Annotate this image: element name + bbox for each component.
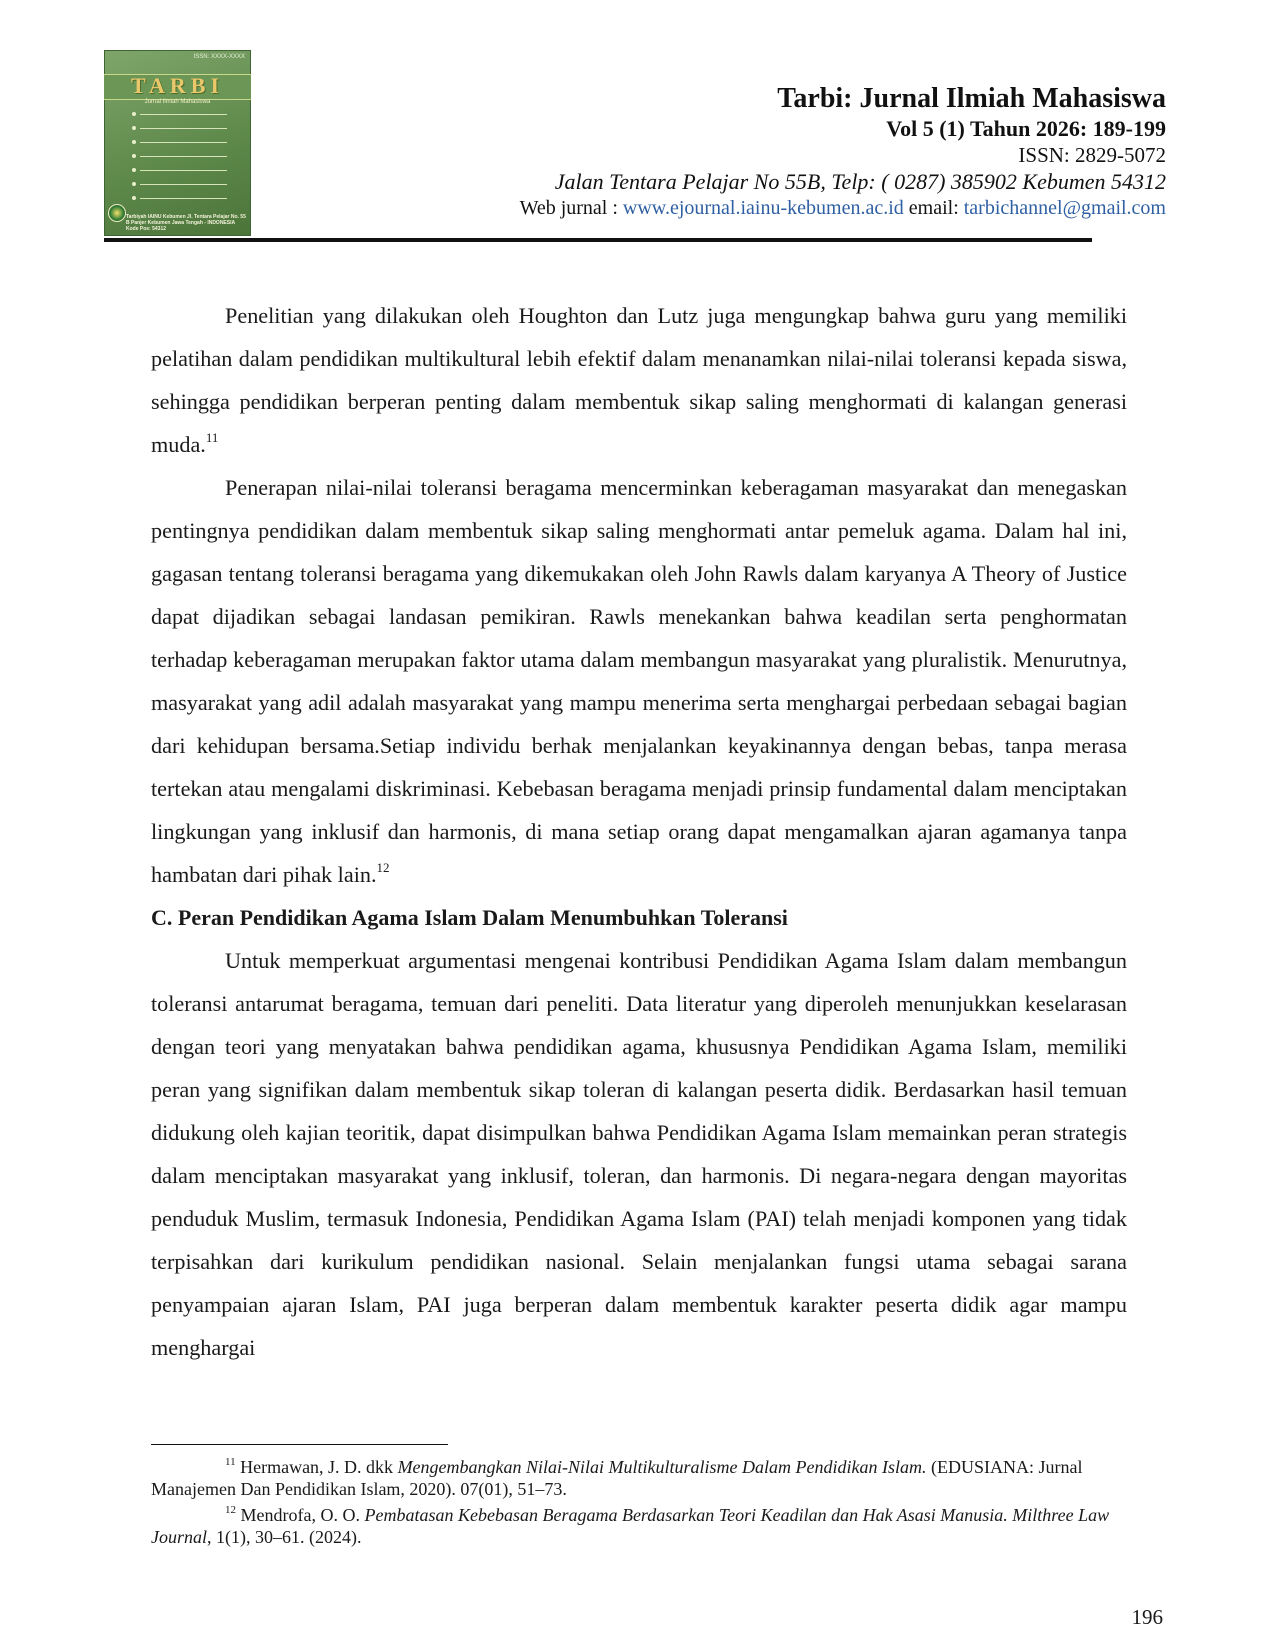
journal-issn: ISSN: 2829-5072 (1018, 143, 1166, 167)
journal-email-link[interactable]: tarbichannel@gmail.com (963, 197, 1166, 219)
page-number: 196 (1131, 1605, 1163, 1629)
cover-address: Tarbiyah IAINU Kebumen Jl. Tentara Pelajar No. 55 B Panjer Kebumen Jawa Tengah - INDONESIA Kode Pos: 54312 (126, 214, 246, 232)
footnote-number: 12 (225, 1504, 236, 1516)
section-heading: C. Peran Pendidikan Agama Islam Dalam Menumbuhkan Toleransi (151, 905, 788, 930)
footnote (151, 1500, 1127, 1548)
footnote-title: Pembatasan Kebebasan Beragama Berdasarkan Teori Keadilan dan Hak Asasi Manusia. Milthree Law Journal (151, 1505, 1110, 1547)
cover-title: TARBI (130, 73, 225, 98)
journal-cover-image (104, 50, 251, 236)
cover-subtitle: Jurnal Ilmiah Mahasiswa (144, 99, 211, 105)
journal-title: Tarbi: Jurnal Ilmiah Mahasiswa (777, 83, 1166, 114)
footnote-author: Hermawan, J. D. dkk (235, 1457, 398, 1477)
footnote-ref[interactable]: 12 (376, 859, 390, 875)
footnote (151, 1452, 1127, 1500)
paragraph (151, 939, 1127, 1369)
footnote-ref[interactable]: 11 (205, 429, 219, 445)
footnotes (151, 1452, 1127, 1548)
paragraph (151, 294, 1127, 466)
journal-web-line (520, 197, 1166, 220)
institution-logo-icon (108, 204, 126, 222)
paragraph (151, 466, 1127, 896)
footnote-divider (151, 1444, 448, 1445)
footnote-source: (EDUSIANA: Jurnal Manajemen Dan Pendidikan Islam, 2020). 07(01), 51–73. (151, 1457, 1083, 1499)
web-label: Web jurnal : (519, 197, 623, 219)
cover-contents-lines (132, 114, 227, 212)
footnote-source: , 1(1), 30–61. (2024). (207, 1527, 362, 1547)
paragraph-text: Untuk memperkuat argumentasi mengenai kontribusi Pendidikan Agama Islam dalam membangun toleransi antarumat beragama, temuan dari peneliti. Data literatur yang diperoleh menunjukkan keselarasan dengan teori yang menyatakan bahwa pendidikan agama, khususnya Pendidikan Agama Islam, memiliki peran yang signifikan dalam membentuk sikap toleran di kalangan peserta didik. Berdasarkan hasil temuan didukung oleh kajian teoritik, dapat disimpulkan bahwa Pendidikan Agama Islam memainkan peran strategis dalam menciptakan masyarakat yang inklusif, toleran, dan harmonis. Di negara-negara dengan mayoritas penduduk Muslim, termasuk Indonesia, Pendidikan Agama Islam (PAI) telah menjadi komponen yang tidak terpisahkan dari kurikulum pendidikan nasional. Selain menjalankan fungsi utama sebagai sarana penyampaian ajaran Islam, PAI juga berperan dalam membentuk karakter peserta didik agar mampu menghargai (151, 948, 1127, 1360)
journal-website-link[interactable]: www.ejournal.iainu-kebumen.ac.id (622, 197, 904, 219)
footnote-author: Mendrofa, O. O. (236, 1505, 365, 1525)
footnote-number: 11 (225, 1456, 236, 1468)
journal-volume: Vol 5 (1) Tahun 2026: 189-199 (886, 116, 1166, 141)
email-label: email: (903, 197, 964, 219)
main-text (151, 294, 1127, 1369)
cover-issn: ISSN: XXXX-XXXX (193, 54, 245, 60)
header-divider (104, 238, 1092, 242)
journal-address: Jalan Tentara Pelajar No 55B, Telp: ( 0287) 385902 Kebumen 54312 (554, 169, 1166, 194)
footnote-title: Mengembangkan Nilai-Nilai Multikulturalisme Dalam Pendidikan Islam. (397, 1457, 927, 1477)
paragraph-text: Penelitian yang dilakukan oleh Houghton dan Lutz juga mengungkap bahwa guru yang memiliki pelatihan dalam pendidikan multikultural lebih efektif dalam menanamkan nilai-nilai toleransi kepada siswa, sehingga pendidikan berperan penting dalam membentuk sikap saling menghormati di kalangan generasi muda. (151, 303, 1127, 457)
paragraph-text: Penerapan nilai-nilai toleransi beragama mencerminkan keberagaman masyarakat dan menegaskan pentingnya pendidikan dalam membentuk sikap saling menghormati antar pemeluk agama. Dalam hal ini, gagasan tentang toleransi beragama yang dikemukakan oleh John Rawls dalam karyanya A Theory of Justice dapat dijadikan sebagai landasan pemikiran. Rawls menekankan bahwa keadilan serta penghormatan terhadap keberagaman merupakan faktor utama dalam membangun masyarakat yang pluralistik. Menurutnya, masyarakat yang adil adalah masyarakat yang mampu menerima serta menghargai perbedaan sebagai bagian dari kehidupan bersama.Setiap individu berhak menjalankan keyakinannya dengan bebas, tanpa merasa tertekan atau mengalami diskriminasi. Kebebasan beragama menjadi prinsip fundamental dalam menciptakan lingkungan yang inklusif dan harmonis, di mana setiap orang dapat mengamalkan ajaran agamanya tanpa hambatan dari pihak lain. (151, 475, 1127, 887)
